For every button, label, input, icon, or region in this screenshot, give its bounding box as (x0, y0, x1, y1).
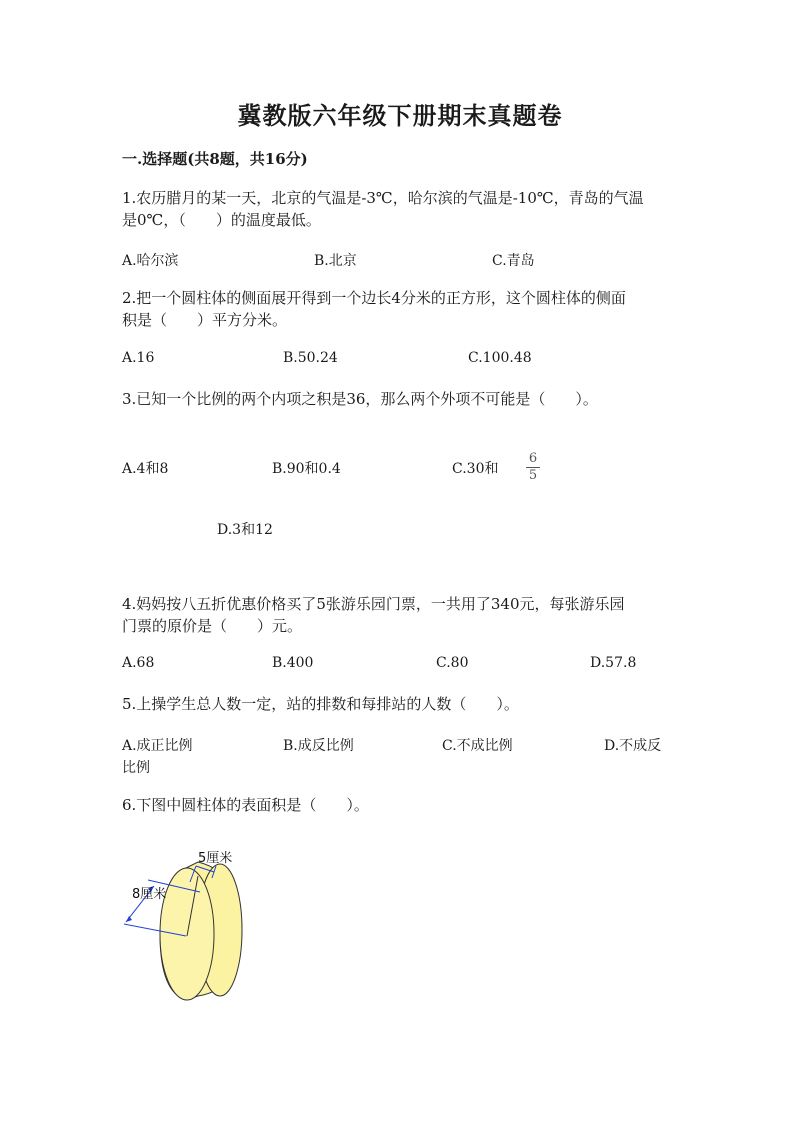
label-8cm: 8厘米 (132, 887, 167, 902)
question-2-line-1: 2.把一个圆柱体的侧面展开得到一个边长4分米的正方形，这个圆柱体的侧面 (122, 289, 626, 307)
question-2-line-2: 积是（ ）平方分米。 (122, 311, 288, 329)
question-2-option-c: C.100.48 (468, 350, 532, 366)
page-title: 冀教版六年级下册期末真题卷 (237, 101, 563, 130)
question-4-option-a: A.68 (122, 655, 155, 671)
question-5-line-1: 5.上操学生总人数一定，站的排数和每排站的人数（ ）。 (122, 695, 519, 713)
question-4-line-1: 4.妈妈按八五折优惠价格买了5张游乐园门票，一共用了340元，每张游乐园 (122, 595, 625, 613)
question-3-line-1: 3.已知一个比例的两个内项之积是36，那么两个外项不可能是（ ）。 (122, 390, 598, 408)
question-1-option-a: A.哈尔滨 (122, 253, 179, 269)
fraction-denominator: 5 (528, 468, 538, 483)
question-1-option-b: B.北京 (314, 253, 357, 269)
question-5-option-a: A.成正比例 (122, 738, 193, 754)
question-5-option-d-wrap: 比例 (122, 760, 150, 776)
question-5-option-b: B.成反比例 (283, 738, 354, 754)
question-5-option-d: D.不成反 (604, 738, 662, 754)
question-3-option-d: D.3和12 (217, 522, 273, 538)
question-2-option-b: B.50.24 (283, 350, 338, 366)
question-2-option-a: A.16 (122, 350, 155, 366)
question-1-line-1: 1.农历腊月的某一天，北京的气温是-3℃，哈尔滨的气温是-10℃，青岛的气温 (122, 189, 644, 207)
label-5cm: 5厘米 (198, 851, 233, 866)
question-5-option-c: C.不成比例 (442, 738, 513, 754)
question-4-option-d: D.57.8 (590, 655, 637, 671)
fraction-numerator: 6 (528, 451, 538, 466)
question-3-option-b: B.90和0.4 (272, 461, 341, 477)
question-3-option-c-fraction (526, 452, 540, 483)
question-1-line-2: 是0℃，（ ）的温度最低。 (122, 211, 321, 229)
question-3-option-c: C.30和 (452, 461, 499, 477)
question-4-line-2: 门票的原价是（ ）元。 (122, 617, 303, 635)
question-4-option-b: B.400 (272, 655, 314, 671)
arrowhead-left-b (126, 916, 132, 922)
question-3-option-a: A.4和8 (122, 461, 169, 477)
question-4-option-c: C.80 (436, 655, 469, 671)
question-6-line-1: 6.下图中圆柱体的表面积是（ ）。 (122, 796, 369, 814)
cylinder-figure (120, 850, 260, 1010)
section-heading: 一.选择题(共8题，共16分) (122, 150, 308, 168)
question-1-option-c: C.青岛 (492, 253, 535, 269)
